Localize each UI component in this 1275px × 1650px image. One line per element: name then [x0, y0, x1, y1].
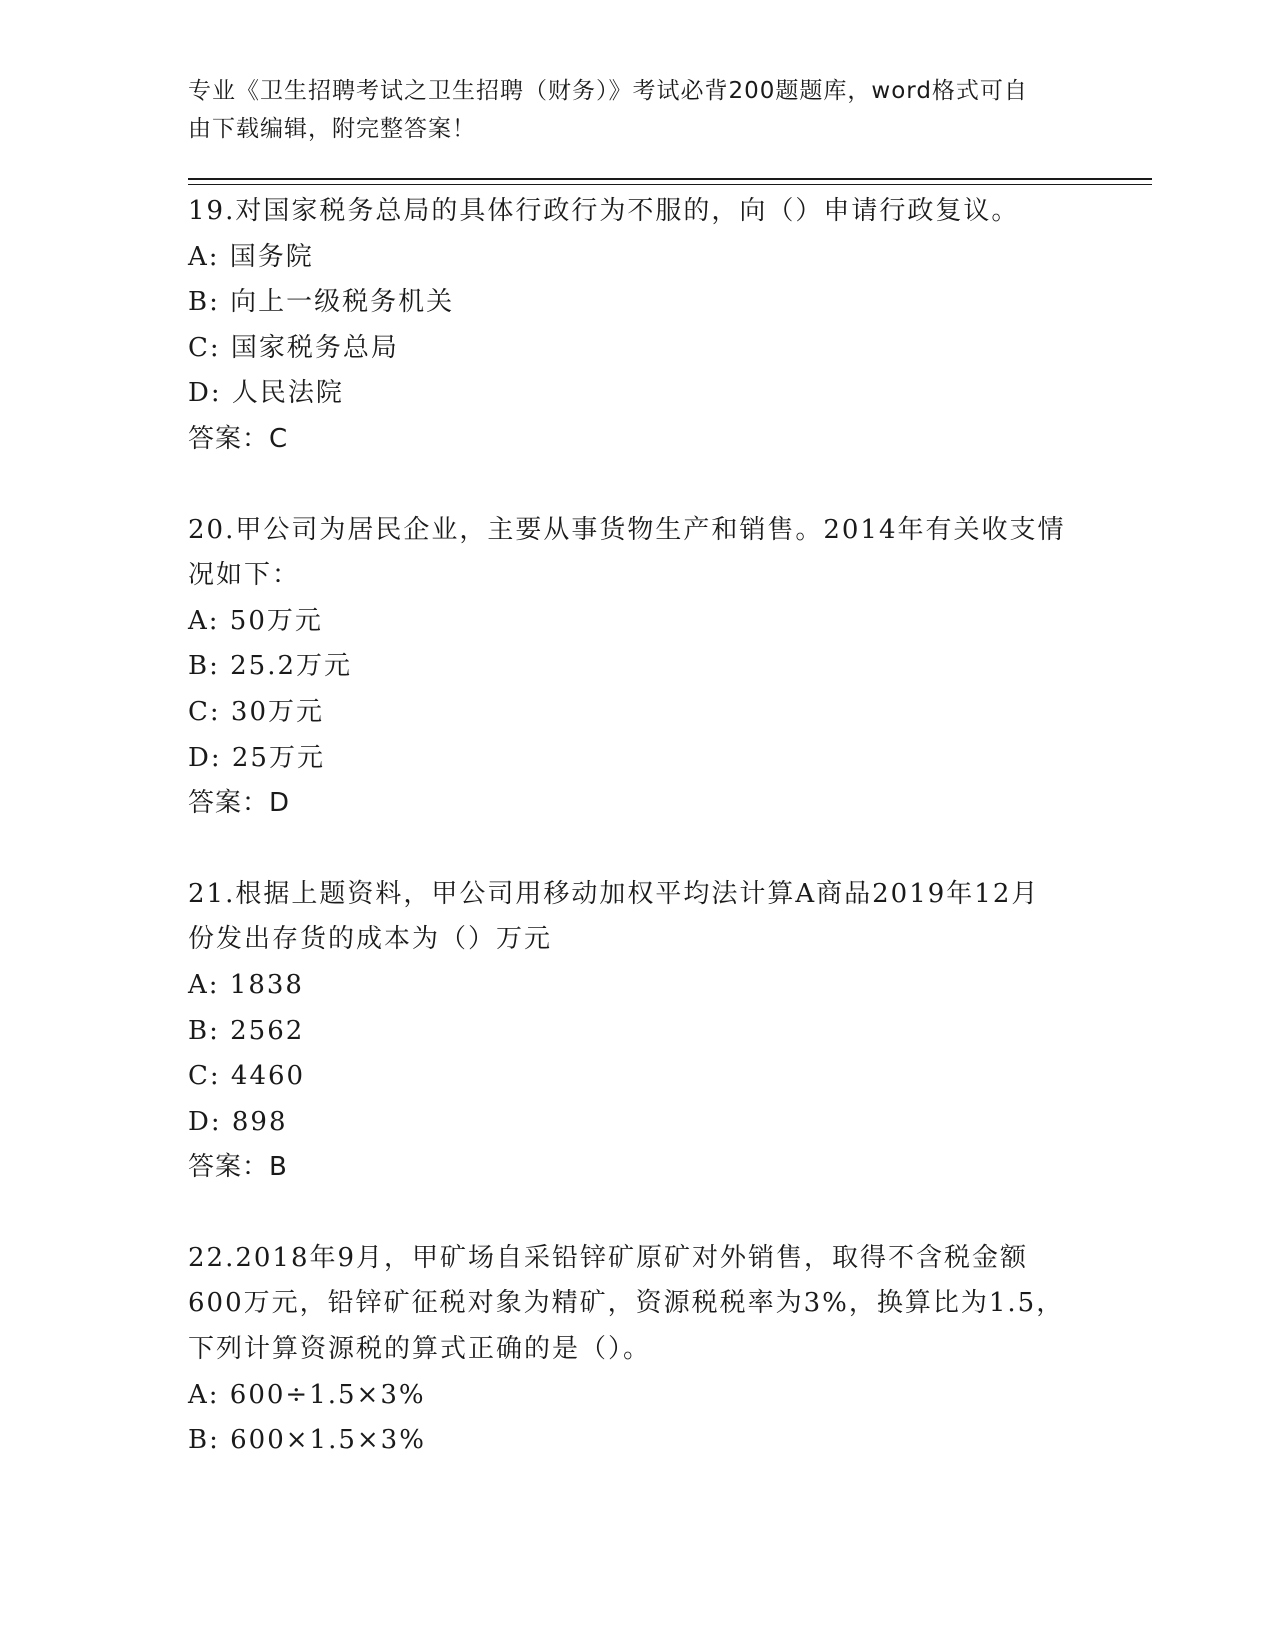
- header-divider-thick: [188, 178, 1152, 180]
- question-stem: 况如下：: [188, 560, 301, 591]
- answer-label: 答案：C: [188, 423, 289, 454]
- question-list: [188, 189, 1088, 1509]
- option-c: C: 国家税务总局: [188, 332, 399, 363]
- option-d: D: 25万元: [188, 742, 325, 773]
- option-c: C: 30万元: [188, 696, 325, 727]
- question-stem: 20.甲公司为居民企业，主要从事货物生产和销售。2014年有关收支情: [188, 514, 1066, 545]
- option-b: B: 25.2万元: [188, 651, 353, 682]
- question-stem: 22.2018年9月，甲矿场自采铅锌矿原矿对外销售，取得不含税金额: [188, 1242, 1029, 1273]
- question-stem: 21.根据上题资料，甲公司用移动加权平均法计算A商品2019年12月: [188, 878, 1040, 909]
- option-c: C: 4460: [188, 1061, 306, 1092]
- document-header: [188, 72, 1088, 148]
- question-stem: 下列计算资源税的算式正确的是（）。: [188, 1334, 652, 1365]
- question-stem: 份发出存货的成本为（）万元: [188, 924, 553, 955]
- header-line-1: 专业《卫生招聘考试之卫生招聘（财务）》考试必背200题题库，word格式可自: [188, 78, 1028, 104]
- option-d: D: 898: [188, 1106, 288, 1137]
- answer-label: 答案：B: [188, 1152, 288, 1183]
- answer-label: 答案：D: [188, 788, 291, 819]
- question-stem: 19.对国家税务总局的具体行政行为不服的，向（）申请行政复议。: [188, 196, 1020, 226]
- header-line-2: 由下载编辑，附完整答案！: [188, 116, 476, 142]
- option-b: B: 600×1.5×3%: [188, 1425, 426, 1456]
- question-21: [188, 872, 1088, 1191]
- option-a: A: 50万元: [188, 605, 323, 636]
- option-d: D: 人民法院: [188, 378, 344, 409]
- question-stem: 600万元，铅锌矿征税对象为精矿，资源税税率为3%，换算比为1.5，: [188, 1288, 1065, 1319]
- header-divider-thin: [188, 184, 1152, 185]
- option-b: B: 2562: [188, 1015, 305, 1046]
- question-22: [188, 1236, 1088, 1464]
- question-20: [188, 508, 1088, 827]
- option-a: A: 1838: [188, 969, 304, 1000]
- option-a: A: 600÷1.5×3%: [188, 1379, 426, 1410]
- option-b: B: 向上一级税务机关: [188, 287, 455, 318]
- option-a: A: 国务院: [188, 241, 314, 272]
- question-19: [188, 189, 1088, 463]
